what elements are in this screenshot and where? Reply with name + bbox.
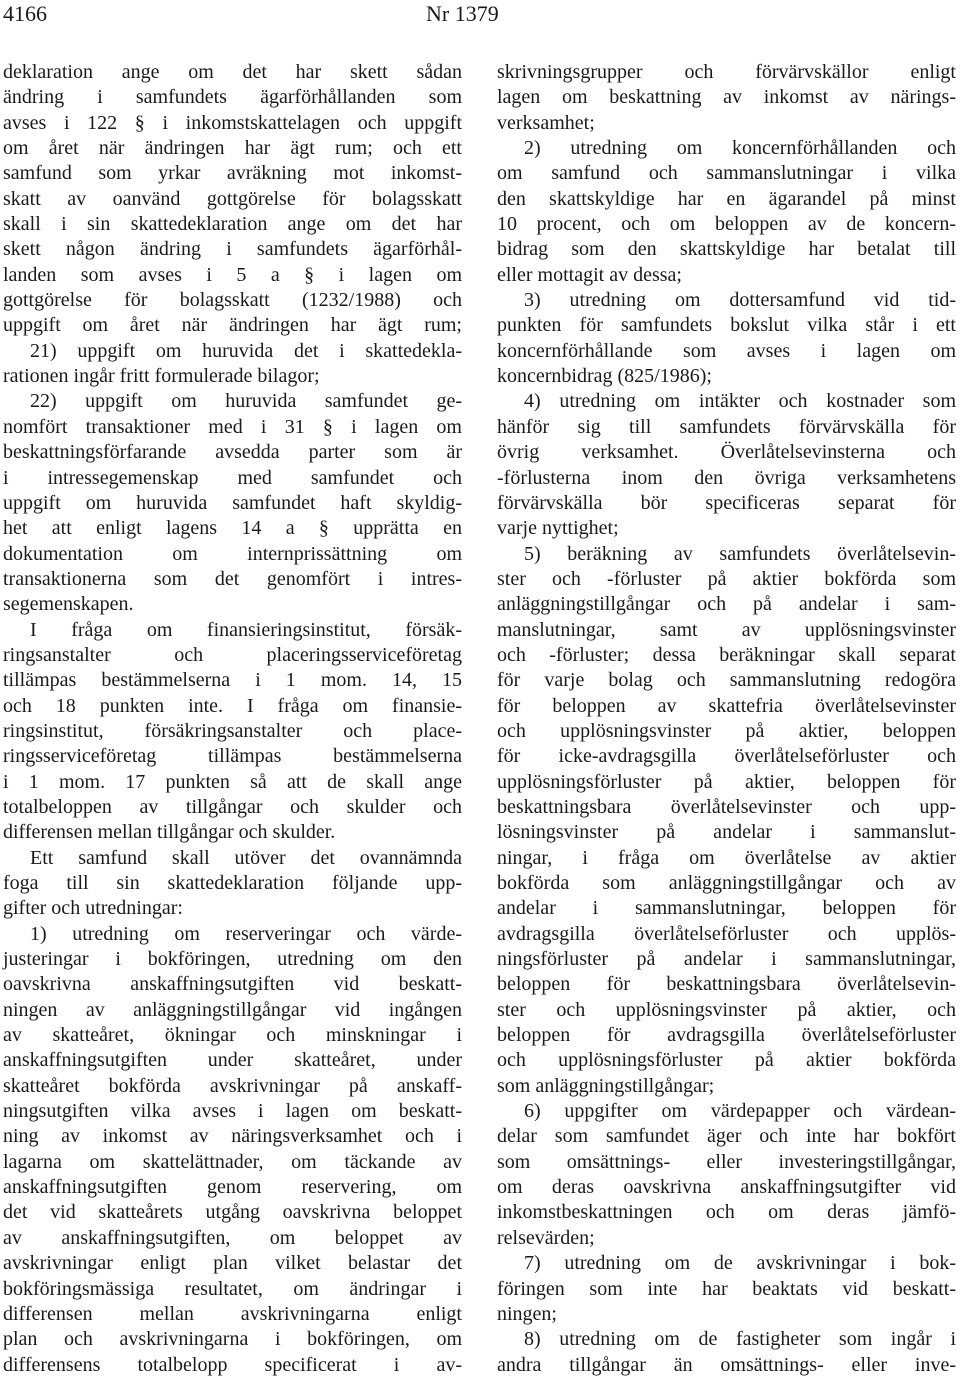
text-line: 10 procent, och om beloppen av de koncern- xyxy=(497,213,956,236)
text-line: 5) beräkning av samfundets överlåtelsevin- xyxy=(524,542,956,565)
text-line: i intressegemenskap med samfundet och xyxy=(3,466,462,489)
text-line: avskrivningar enligt plan vilket belastar det xyxy=(3,1252,462,1275)
text-line: ningar, i fråga om överlåtelse av aktier xyxy=(497,846,956,869)
text-line: om året när ändringen har ägt rum; och ett xyxy=(3,137,462,160)
text-line: skall i sin skattedeklaration ange om det har xyxy=(3,213,462,236)
page-header xyxy=(0,0,960,32)
text-line: den skattskyldige har en ägarandel på minst xyxy=(497,187,956,210)
text-line: beskattningsförfarande avsedda parter som är xyxy=(3,441,462,464)
text-line: totalbeloppen av tillgångar och skulder och xyxy=(3,795,462,818)
text-line: för icke-avdragsgilla överlåtelseförluster och xyxy=(497,745,956,768)
text-line: I fråga om finansieringsinstitut, försäk- xyxy=(30,618,462,641)
text-line: ringsinstitut, försäkringsanstalter och place- xyxy=(3,719,462,742)
text-line: 7) utredning om de avskrivningar i bok- xyxy=(524,1252,956,1275)
text-line: gifter och utredningar: xyxy=(3,897,183,920)
text-line: tillämpas bestämmelserna i 1 mom. 14, 15 xyxy=(3,669,462,692)
text-line: het att enligt lagens 14 a § upprätta en xyxy=(3,517,462,540)
text-line: transaktionerna som det genomfört i intres- xyxy=(3,567,462,590)
text-line: avdragsgilla överlåtelseförluster och upplös- xyxy=(497,922,956,945)
text-line: förvärvskälla bör specificeras separat för xyxy=(497,491,956,514)
text-line: lagarna om skattelättnader, om täckande av xyxy=(3,1150,462,1173)
text-line: koncernbidrag (825/1986); xyxy=(497,365,712,388)
text-line: 1) utredning om reserveringar och värde- xyxy=(30,922,462,945)
left-text-column xyxy=(3,60,462,1378)
text-line: 4) utredning om intäkter och kostnader som xyxy=(524,390,956,413)
text-line: bidrag som den skattskyldige har betalat till xyxy=(497,238,956,261)
text-line: ster och -förluster på aktier bokförda som xyxy=(497,567,956,590)
text-line: och -förluster; dessa beräkningar skall separat xyxy=(497,643,956,666)
text-line: punkten för samfundets bokslut vilka står i ett xyxy=(497,314,956,337)
text-line: rationen ingår fritt formulerade bilagor; xyxy=(3,365,320,388)
text-line: plan och avskrivningarna i bokföringen, om xyxy=(3,1328,462,1351)
text-line: bokföringsmässiga resultatet, om ändringar i xyxy=(3,1277,462,1300)
text-line: övrig verksamhet. Överlåtelsevinsterna och xyxy=(497,441,956,464)
text-line: foga till sin skattedeklaration följande upp- xyxy=(3,872,462,894)
text-line: av anskaffningsutgiften, om beloppet av xyxy=(3,1226,462,1249)
text-line: föringen som inte har beaktats vid beskatt- xyxy=(497,1277,956,1300)
text-line: nomfört transaktioner med i 31 § i lagen om xyxy=(3,415,462,438)
text-line: skatt av oanvänd gottgörelse för bolagsskatt xyxy=(3,187,462,210)
text-line: dokumentation om internprissättning om xyxy=(3,542,462,565)
text-line: ster och upplösningsvinster på aktier, och xyxy=(497,998,956,1021)
text-line: anskaffningsutgiften genom reservering, om xyxy=(3,1176,462,1199)
text-line: koncernförhållande som avses i lagen om xyxy=(497,339,956,362)
issue-number: Nr 1379 xyxy=(426,1,499,26)
text-line: -förlusterna inom den övriga verksamhetens xyxy=(497,466,956,489)
text-line: uppgift om året när ändringen har ägt rum; xyxy=(3,314,462,337)
text-line: justeringar i bokföringen, utredning om den xyxy=(3,948,462,971)
text-line: deklaration ange om det har skett sådan xyxy=(3,61,462,83)
text-line: ningsutgiften vilka avses i lagen om beskatt- xyxy=(3,1100,462,1123)
text-line: varje nyttighet; xyxy=(497,517,619,540)
text-line: ändring i samfundets ägarförhållanden som xyxy=(3,86,462,109)
text-line: gottgörelse för bolagsskatt (1232/1988) och xyxy=(3,289,462,312)
text-line: verksamhet; xyxy=(497,111,595,134)
text-line: för varje bolag och sammanslutning redogöra xyxy=(497,669,956,692)
text-line: som omsättnings- eller investeringstillgångar, xyxy=(497,1150,956,1173)
text-line: 21) uppgift om huruvida det i skattedekla- xyxy=(30,339,462,362)
text-line: skett någon ändring i samfundets ägarförhål- xyxy=(3,238,462,261)
text-line: om samfund och sammanslutningar i vilka xyxy=(497,162,956,185)
text-line: differensen mellan avskrivningarna enligt xyxy=(3,1302,462,1325)
text-line: ningen; xyxy=(497,1302,557,1325)
text-line: 8) utredning om de fastigheter som ingår i xyxy=(524,1328,956,1351)
text-line: oavskrivna anskaffningsutgiften vid beskatt- xyxy=(3,973,462,996)
text-line: beloppen för beskattningsbara överlåtelsevin- xyxy=(497,973,956,996)
text-line: uppgift om huruvida samfundet haft skyldig- xyxy=(3,491,462,514)
text-line: andelar i sammanslutningar, beloppen för xyxy=(497,897,956,920)
text-line: landen som avses i 5 a § i lagen om xyxy=(3,263,462,286)
text-line: ringsserviceföretag tillämpas bestämmelserna xyxy=(3,745,462,768)
text-line: differensen mellan tillgångar och skulder. xyxy=(3,821,336,844)
text-line: lösningsvinster på andelar i sammanslut- xyxy=(497,821,956,844)
text-line: inkomstbeskattningen och om deras jämfö- xyxy=(497,1201,956,1224)
text-line: 22) uppgift om huruvida samfundet ge- xyxy=(30,390,462,413)
page-number: 4166 xyxy=(3,1,47,26)
text-line: 3) utredning om dottersamfund vid tid- xyxy=(524,289,956,312)
text-line: manslutningar, samt av upplösningsvinster xyxy=(497,618,956,641)
text-line: om deras oavskrivna anskaffningsutgifter vid xyxy=(497,1176,956,1199)
text-line: delar som samfundet äger och inte har bokfört xyxy=(497,1125,956,1148)
text-line: skatteåret bokförda avskrivningar på anskaff- xyxy=(3,1074,462,1097)
text-line: bokförda som anläggningstillgångar och av xyxy=(497,872,956,894)
text-line: eller mottagit av dessa; xyxy=(497,263,682,286)
text-line: differensens totalbelopp specificerat i av- xyxy=(3,1353,462,1376)
text-line: anskaffningsutgiften under skatteåret, under xyxy=(3,1049,462,1072)
text-line: anläggningstillgångar och på andelar i sam- xyxy=(497,593,956,616)
text-line: det vid skatteårets utgång oavskrivna beloppet xyxy=(3,1201,462,1224)
text-line: Ett samfund skall utöver det ovannämnda xyxy=(30,846,462,869)
text-line: andra tillgångar än omsättnings- eller inve- xyxy=(497,1353,956,1376)
text-line: skrivningsgrupper och förvärvskällor enligt xyxy=(497,61,956,83)
text-line: och upplösningsförluster på aktier bokförda xyxy=(497,1049,956,1072)
text-line: segemenskapen. xyxy=(3,593,134,616)
text-line: ningsförluster på andelar i sammanslutningar, xyxy=(497,948,956,971)
text-line: lagen om beskattning av inkomst av närings- xyxy=(497,86,956,109)
text-line: ning av inkomst av näringsverksamhet och i xyxy=(3,1125,462,1148)
text-line: beloppen för avdragsgilla överlåtelseförluster xyxy=(497,1024,956,1047)
text-line: upplösningsförluster på aktier, beloppen för xyxy=(497,770,956,793)
text-line: samfund som yrkar avräkning mot inkomst- xyxy=(3,162,462,185)
text-line: avses i 122 § i inkomstskattelagen och uppgift xyxy=(3,111,462,134)
text-line: beskattningsbara överlåtelsevinster och upp- xyxy=(497,795,956,818)
text-line: ningen av anläggningstillgångar vid ingången xyxy=(3,998,462,1021)
text-line: som anläggningstillgångar; xyxy=(497,1074,715,1097)
text-line: 6) uppgifter om värdepapper och värdean- xyxy=(524,1100,956,1123)
text-line: relsevärden; xyxy=(497,1226,595,1249)
text-line: och 18 punkten inte. I fråga om finansie- xyxy=(3,694,462,717)
text-line: 2) utredning om koncernförhållanden och xyxy=(524,137,956,160)
right-text-column xyxy=(497,60,956,1378)
text-line: av skatteåret, ökningar och minskningar i xyxy=(3,1024,462,1047)
text-line: hänför sig till samfundets förvärvskälla för xyxy=(497,415,956,438)
text-line: för beloppen av skattefria överlåtelsevinster xyxy=(497,694,956,717)
text-line: ringsanstalter och placeringsserviceföretag xyxy=(3,643,462,666)
text-line: och upplösningsvinster på aktier, beloppen xyxy=(497,719,956,742)
text-line: i 1 mom. 17 punkten så att de skall ange xyxy=(3,770,462,793)
